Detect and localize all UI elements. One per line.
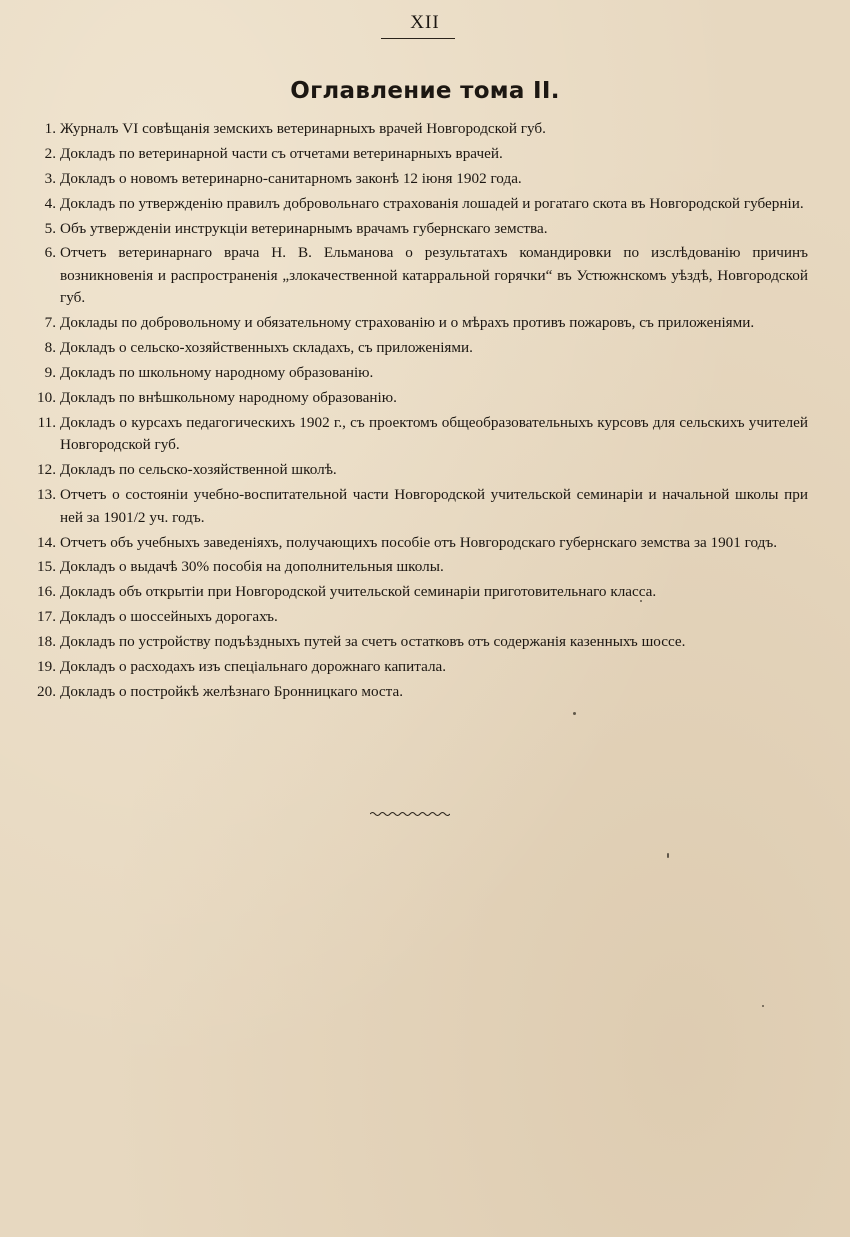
toc-entry bbox=[18, 143, 808, 166]
table-of-contents bbox=[18, 118, 808, 706]
toc-entry-number: 14. bbox=[37, 533, 56, 551]
toc-entry bbox=[18, 681, 808, 704]
toc-entry bbox=[18, 412, 808, 457]
toc-entry-text: Докладъ о расходахъ изъ спеціальнаго дорожнаго капитала. bbox=[60, 658, 447, 676]
toc-entry-number: 20. bbox=[37, 682, 56, 700]
toc-entry bbox=[18, 118, 808, 141]
toc-entry bbox=[18, 312, 808, 335]
toc-entry-text: Доклады по добровольному и обязательному страхованію и о мѣрахъ противъ пожаровъ, съ приложеніями. bbox=[60, 314, 755, 332]
toc-entry-text: Докладъ по устройству подъѣздныхъ путей за счетъ остатковъ отъ содержанія казенныхъ шоссе. bbox=[60, 633, 686, 651]
paper-speck bbox=[667, 853, 669, 858]
toc-entry-text: Докладъ объ открытіи при Новгородской учительской семинаріи приготовительнаго класса. bbox=[60, 583, 657, 601]
toc-entry bbox=[18, 631, 808, 654]
toc-entry-number: 8. bbox=[44, 339, 56, 357]
toc-entry bbox=[18, 168, 808, 191]
toc-entry-number: 17. bbox=[37, 608, 56, 626]
toc-entry bbox=[18, 387, 808, 410]
toc-entry-number: 13. bbox=[37, 486, 56, 504]
toc-entry-number: 19. bbox=[37, 658, 56, 676]
toc-entry-text: Докладъ о постройкѣ желѣзнаго Бронницкаго моста. bbox=[60, 682, 404, 700]
toc-entry-text: Докладъ о сельско-хозяйственныхъ складахъ, съ приложеніями. bbox=[60, 339, 473, 357]
toc-entry-number: 10. bbox=[37, 389, 56, 407]
toc-entry bbox=[18, 656, 808, 679]
toc-entry-text: Докладъ по школьному народному образованію. bbox=[60, 364, 374, 382]
toc-entry-number: 11. bbox=[37, 413, 56, 431]
paper-speck bbox=[640, 600, 642, 602]
toc-entry-number: 6. bbox=[44, 244, 56, 262]
toc-entry bbox=[18, 556, 808, 579]
toc-entry-number: 2. bbox=[44, 144, 56, 162]
toc-entry bbox=[18, 193, 808, 216]
toc-entry-text: Докладъ о новомъ ветеринарно-санитарномъ законѣ 12 іюня 1902 года. bbox=[60, 169, 522, 187]
toc-entry bbox=[18, 532, 808, 555]
toc-entry bbox=[18, 242, 808, 310]
toc-entry-number: 18. bbox=[37, 633, 56, 651]
toc-entry bbox=[18, 581, 808, 604]
toc-entry-text: Докладъ о курсахъ педагогическихъ 1902 г., съ проектомъ общеобразовательныхъ курсовъ для сельскихъ учителей Новгородской губ. bbox=[60, 413, 808, 454]
toc-entry-number: 1. bbox=[44, 120, 56, 137]
toc-entry-text: Докладъ по внѣшкольному народному образованію. bbox=[60, 389, 397, 407]
toc-entry-number: 5. bbox=[44, 219, 56, 237]
toc-entry-text: Докладъ о шоссейныхъ дорогахъ. bbox=[60, 608, 278, 626]
toc-entry-text: Отчетъ о состояніи учебно-воспитательной части Новгородской учительской семинаріи и начальной школы при ней за 1901/2 уч. годъ. bbox=[60, 486, 808, 526]
paper-speck bbox=[762, 1005, 764, 1007]
toc-entry-number: 16. bbox=[37, 583, 56, 601]
toc-entry-text: Докладъ о выдачѣ 30% пособія на дополнительныя школы. bbox=[60, 558, 444, 576]
toc-entry-number: 7. bbox=[44, 314, 56, 332]
toc-entry-number: 12. bbox=[37, 461, 56, 479]
toc-entry bbox=[18, 459, 808, 482]
paper-speck bbox=[573, 712, 576, 715]
toc-entry bbox=[18, 484, 808, 529]
page-title: Оглавление тома II. bbox=[290, 78, 560, 104]
toc-entry-text: Журналъ VI совѣщанія земскихъ ветеринарныхъ врачей Новгородской губ. bbox=[60, 120, 546, 137]
toc-entry-text: Объ утвержденіи инструкціи ветеринарнымъ врачамъ губернскаго земства. bbox=[60, 219, 548, 237]
toc-entry bbox=[18, 606, 808, 629]
page-number: XII bbox=[410, 12, 440, 33]
toc-entry-number: 4. bbox=[44, 194, 56, 212]
toc-entry bbox=[18, 218, 808, 241]
toc-entry bbox=[18, 337, 808, 360]
toc-entry-number: 15. bbox=[37, 558, 56, 576]
toc-entry-number: 9. bbox=[44, 364, 56, 382]
end-ornament-divider bbox=[370, 810, 450, 818]
toc-entry-text: Докладъ по ветеринарной части съ отчетами ветеринарныхъ врачей. bbox=[60, 144, 503, 162]
toc-entry-text: Отчетъ объ учебныхъ заведеніяхъ, получающихъ пособіе отъ Новгородскаго губернскаго земства за 1901 годъ. bbox=[60, 533, 778, 551]
toc-entry-text: Докладъ по утвержденію правилъ добровольнаго страхованія лошадей и рогатаго скота въ Новгородской губерніи. bbox=[60, 194, 804, 212]
toc-entry-number: 3. bbox=[44, 169, 56, 187]
toc-entry bbox=[18, 362, 808, 385]
toc-entry-text: Докладъ по сельско-хозяйственной школѣ. bbox=[60, 461, 337, 479]
header-rule bbox=[381, 38, 455, 39]
toc-entry-text: Отчетъ ветеринарнаго врача Н. В. Ельманова о результатахъ командировки по изслѣдованію причинъ возникновенія и распространенія „злокачественной катарральной горячки“ въ Устюжнскомъ уѣздѣ, Новгородской губ. bbox=[60, 244, 808, 307]
